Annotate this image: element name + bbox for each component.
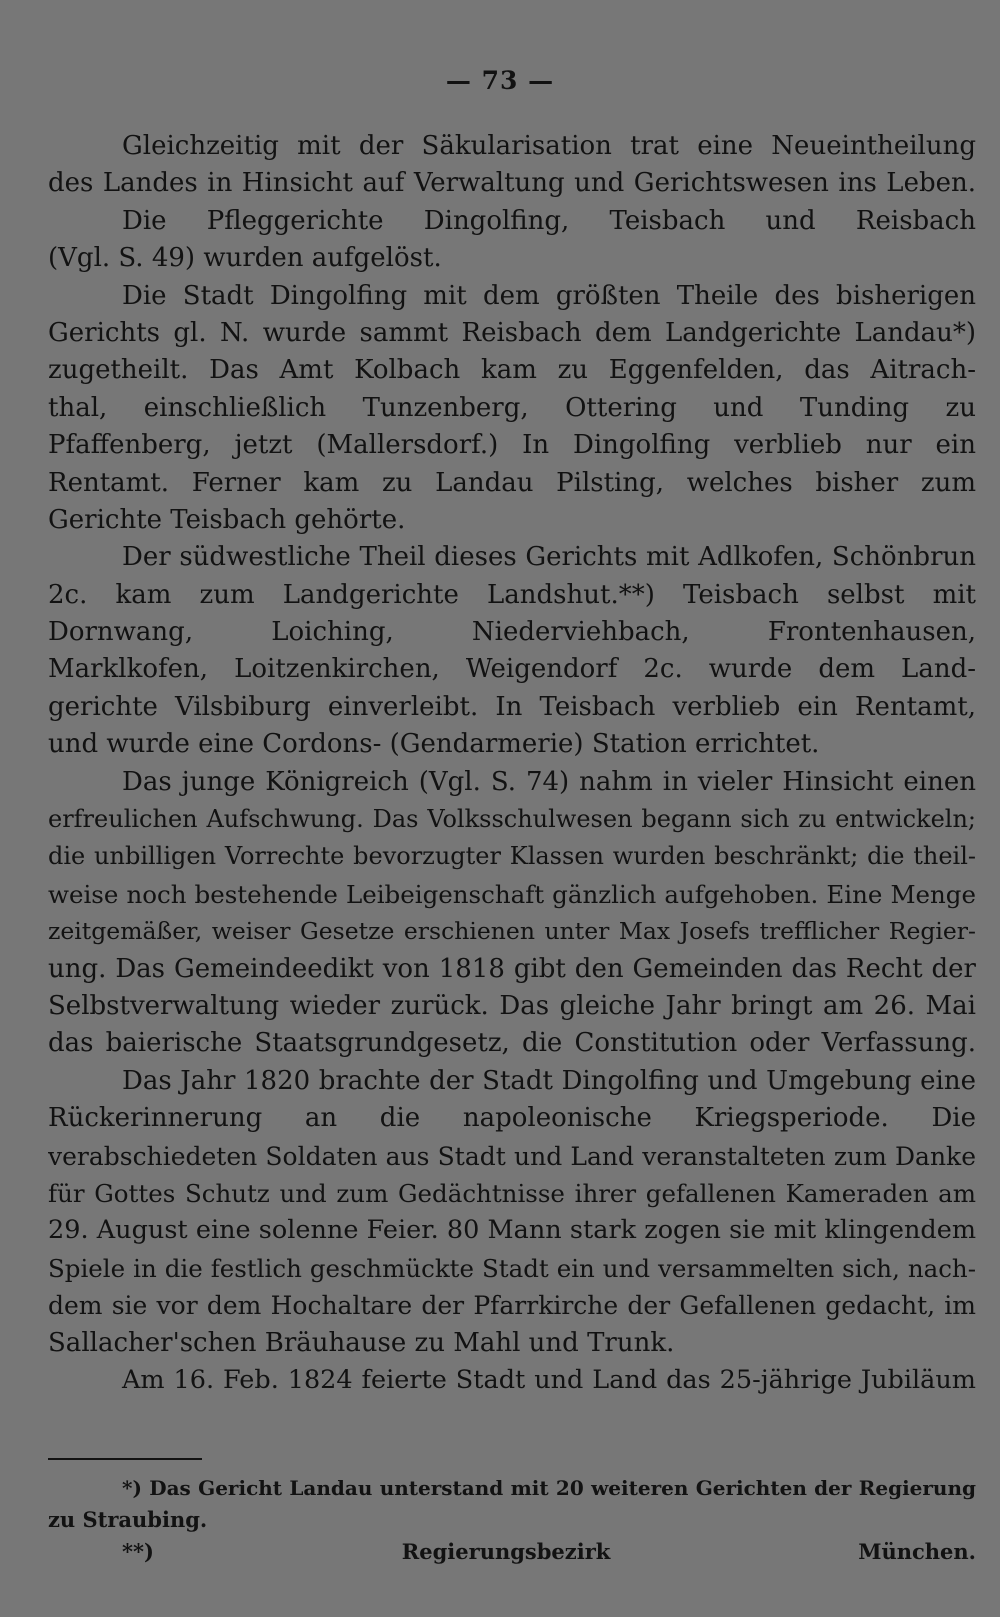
- text-line: Gleichzeitig mit der Säkularisation trat eine Neueintheilung: [122, 131, 976, 161]
- text-line: Das Jahr 1820 brachte der Stadt Dingolfing und Umgebung eine: [122, 1065, 976, 1096]
- page-number: — 73 —: [445, 66, 555, 95]
- text-line: 2c. kam zum Landgerichte Landshut.**) Teisbach selbst mit: [48, 579, 976, 610]
- text-line: die unbilligen Vorrechte bevorzugter Klassen wurden beschränkt; die theil-: [48, 842, 976, 871]
- text-line: zugetheilt. Das Amt Kolbach kam zu Eggenfelden, das Aitrach-: [48, 355, 976, 386]
- text-line: Dornwang, Loiching, Niederviehbach, Frontenhausen,: [48, 617, 976, 648]
- text-line: verabschiedeten Soldaten aus Stadt und Land veranstalteten zum Danke: [48, 1141, 976, 1171]
- body-text: [48, 128, 976, 1399]
- text-line: Selbstverwaltung wieder zurück. Das gleiche Jahr bringt am 26. Mai: [48, 990, 976, 1021]
- text-line: Spiele in die festlich geschmückte Stadt ein und versammelten sich, nach-: [48, 1253, 976, 1283]
- text-line: Gerichte Teisbach gehörte.: [48, 504, 406, 535]
- footnote-line: zu Straubing.: [48, 1507, 208, 1532]
- text-line: weise noch bestehende Leibeigenschaft gänzlich aufgehoben. Eine Menge: [48, 879, 976, 909]
- text-line: gerichte Vilsbiburg einverleibt. In Teisbach verblieb ein Rentamt,: [48, 691, 976, 722]
- text-line: Die Stadt Dingolfing mit dem größten Theile des bisherigen: [122, 280, 976, 311]
- text-line: Rückerinnerung an die napoleonische Kriegsperiode. Die: [48, 1103, 976, 1134]
- footnote-line: *) Das Gericht Landau unterstand mit 20 weiteren Gerichten der Regierung: [122, 1476, 976, 1500]
- text-line: das baierische Staatsgrundgesetz, die Constitution oder Verfassung.: [48, 1028, 976, 1059]
- text-line: für Gottes Schutz und zum Gedächtnisse ihrer gefallenen Kameraden am: [48, 1178, 976, 1208]
- text-line: (Vgl. S. 49) wurden aufgelöst.: [48, 243, 442, 274]
- text-line: Rentamt. Ferner kam zu Landau Pilsting, welches bisher zum: [48, 467, 976, 498]
- text-line: thal, einschließlich Tunzenberg, Ottering und Tunding zu: [48, 392, 976, 423]
- text-line: dem sie vor dem Hochaltare der Pfarrkirche der Gefallenen gedacht, im: [48, 1291, 976, 1321]
- text-line: ung. Das Gemeindeedikt von 1818 gibt den Gemeinden das Recht der: [48, 953, 976, 984]
- footnotes: [48, 1472, 976, 1568]
- footnote-separator: [48, 1458, 202, 1460]
- text-line: Am 16. Feb. 1824 feierte Stadt und Land das 25-jährige Jubiläum: [122, 1364, 976, 1395]
- text-line: und wurde eine Cordons- (Gendarmerie) Station errichtet.: [48, 729, 820, 760]
- text-line: Die Pfleggerichte Dingolfing, Teisbach und Reisbach: [122, 205, 976, 236]
- text-line: Sallacher'schen Bräuhause zu Mahl und Trunk.: [48, 1327, 675, 1358]
- text-line: Marklkofen, Loitzenkirchen, Weigendorf 2c. wurde dem Land-: [48, 654, 976, 685]
- text-line: zeitgemäßer, weiser Gesetze erschienen unter Max Josefs trefflicher Regier-: [48, 917, 976, 946]
- text-line: Das junge Königreich (Vgl. S. 74) nahm in vieler Hinsicht einen: [122, 766, 976, 797]
- text-line: Pfaffenberg, jetzt (Mallersdorf.) In Dingolfing verblieb nur ein: [48, 430, 976, 461]
- text-line: des Landes in Hinsicht auf Verwaltung und Gerichtswesen ins Leben.: [48, 168, 976, 199]
- text-line: Der südwestliche Theil dieses Gerichts mit Adlkofen, Schönbrun: [122, 542, 976, 573]
- text-line: 29. August eine solenne Feier. 80 Mann stark zogen sie mit klingendem: [48, 1215, 976, 1246]
- footnote-line: **) Regierungsbezirk München.: [122, 1539, 976, 1564]
- text-line: erfreulichen Aufschwung. Das Volksschulwesen begann sich zu entwickeln;: [48, 805, 976, 834]
- text-line: Gerichts gl. N. wurde sammt Reisbach dem Landgerichte Landau*): [48, 317, 976, 348]
